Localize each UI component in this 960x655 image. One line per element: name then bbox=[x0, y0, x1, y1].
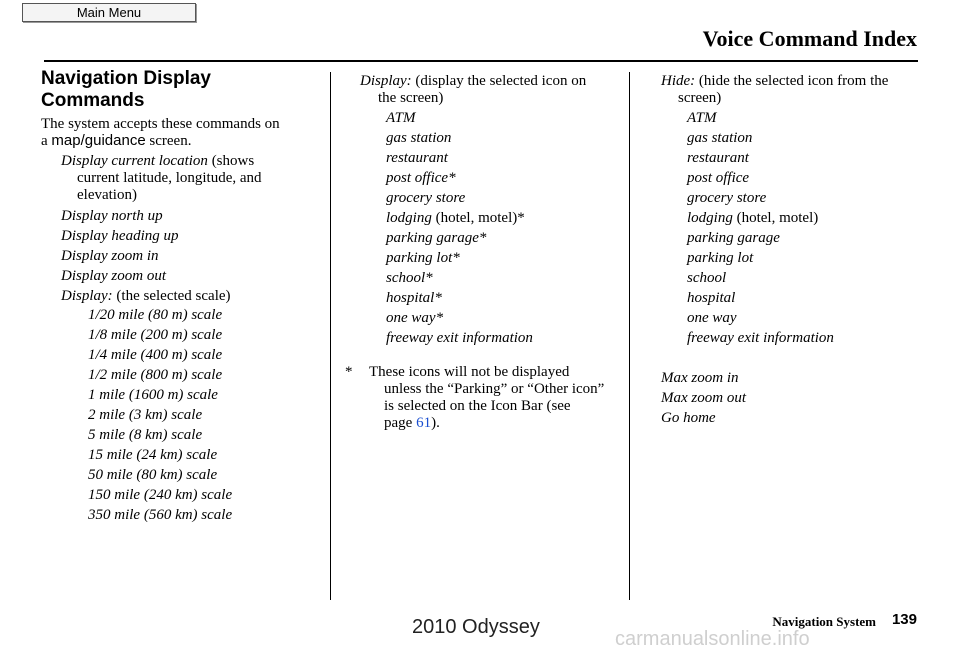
icon-item bbox=[687, 248, 753, 268]
icon-item bbox=[386, 248, 460, 268]
footnote-line: These icons will not be displayed bbox=[369, 364, 570, 380]
icon-item-label: parking garage bbox=[687, 230, 780, 246]
icon-item bbox=[386, 308, 443, 328]
command-item: Max zoom in bbox=[661, 370, 739, 386]
icon-item bbox=[386, 228, 486, 248]
icon-item bbox=[386, 188, 465, 208]
footnote-star: * bbox=[345, 364, 353, 380]
model-label: 2010 Odyssey bbox=[412, 616, 540, 638]
icon-item bbox=[687, 108, 716, 128]
scale-item: 1/8 mile (200 m) scale bbox=[88, 327, 223, 343]
icon-item-label: parking lot* bbox=[386, 250, 460, 266]
icon-item bbox=[687, 128, 752, 148]
icon-item bbox=[386, 128, 451, 148]
header-rule bbox=[44, 60, 918, 62]
icon-item bbox=[386, 108, 415, 128]
footer-label: Navigation System bbox=[772, 614, 876, 629]
icon-item-label: lodging bbox=[386, 210, 432, 226]
icon-item-label: grocery store bbox=[386, 190, 466, 206]
icon-item bbox=[687, 328, 834, 348]
command-note: (the selected scale) bbox=[116, 288, 231, 304]
footnote-text: page bbox=[384, 415, 413, 431]
intro-term: map/guidance bbox=[51, 132, 146, 149]
icon-item-label: post office bbox=[687, 170, 750, 186]
command-item: Max zoom out bbox=[661, 390, 746, 406]
command-note: screen) bbox=[678, 90, 722, 106]
command-note: current latitude, longitude, and bbox=[77, 170, 262, 186]
icon-item-label: freeway exit information bbox=[687, 330, 834, 346]
scale-item: 1/4 mile (400 m) scale bbox=[88, 347, 223, 363]
icon-item bbox=[386, 208, 525, 228]
icon-item bbox=[687, 168, 749, 188]
intro-line: The system accepts these commands on bbox=[41, 116, 280, 132]
command-text: Hide: bbox=[661, 73, 696, 89]
icon-item-label: post office* bbox=[386, 170, 456, 186]
icon-item-label: freeway exit information bbox=[386, 330, 533, 346]
icon-item-note: (hotel, motel) bbox=[736, 210, 819, 226]
command-note: (display the selected icon on bbox=[415, 73, 587, 89]
command-note: (shows bbox=[211, 153, 255, 169]
icon-item bbox=[687, 148, 749, 168]
main-menu-button[interactable]: Main Menu bbox=[22, 3, 196, 22]
icon-item-label: one way* bbox=[386, 310, 444, 326]
icon-item-label: one way bbox=[687, 310, 737, 326]
footnote-line bbox=[384, 413, 440, 433]
scale-item: 15 mile (24 km) scale bbox=[88, 447, 218, 463]
command-item: Display north up bbox=[61, 208, 163, 224]
command-text: Display: bbox=[360, 73, 412, 89]
icon-item bbox=[386, 328, 533, 348]
scale-item: 350 mile (560 km) scale bbox=[88, 507, 233, 523]
icon-item bbox=[687, 308, 737, 328]
icon-item-label: restaurant bbox=[386, 150, 448, 166]
command-item: Go home bbox=[661, 410, 716, 426]
command-item: Display zoom out bbox=[61, 268, 166, 284]
icon-item-label: gas station bbox=[386, 130, 452, 146]
icon-item bbox=[687, 188, 766, 208]
icon-item-label: restaurant bbox=[687, 150, 749, 166]
column-divider bbox=[629, 72, 630, 600]
icon-item-label: school bbox=[687, 270, 727, 286]
command-note: elevation) bbox=[77, 187, 137, 203]
command-note: the screen) bbox=[378, 90, 444, 106]
scale-item: 1/2 mile (800 m) scale bbox=[88, 367, 223, 383]
icon-item-label: lodging bbox=[687, 210, 733, 226]
command-item: Display zoom in bbox=[61, 248, 159, 264]
icon-item-label: grocery store bbox=[687, 190, 767, 206]
icon-item bbox=[687, 228, 780, 248]
icon-item-label: hospital* bbox=[386, 290, 442, 306]
intro-prefix: a bbox=[41, 133, 48, 149]
icon-item-label: school* bbox=[386, 270, 433, 286]
footnote-line: is selected on the Icon Bar (see bbox=[384, 398, 571, 414]
watermark: carmanualsonline.info bbox=[615, 628, 810, 650]
footnote-line: unless the “Parking” or “Other icon” bbox=[384, 381, 605, 397]
scale-item: 1/20 mile (80 m) scale bbox=[88, 307, 223, 323]
section-heading: Navigation Display Commands bbox=[41, 68, 211, 111]
footnote-text: ). bbox=[431, 415, 440, 431]
scale-item: 2 mile (3 km) scale bbox=[88, 407, 203, 423]
icon-item bbox=[386, 168, 456, 188]
command-text: Display: bbox=[61, 288, 113, 304]
icon-item-note: (hotel, motel)* bbox=[435, 210, 525, 226]
page-number: 139 bbox=[891, 611, 917, 628]
command-item: Display heading up bbox=[61, 228, 179, 244]
command-display-scale bbox=[61, 286, 231, 306]
scale-item: 150 mile (240 km) scale bbox=[88, 487, 233, 503]
scale-item: 1 mile (1600 m) scale bbox=[88, 387, 218, 403]
icon-item-label: ATM bbox=[386, 110, 416, 126]
page-link[interactable]: 61 bbox=[416, 415, 432, 431]
command-text: Display current location bbox=[61, 153, 208, 169]
icon-item-label: parking garage* bbox=[386, 230, 487, 246]
icon-item-label: hospital bbox=[687, 290, 736, 306]
icon-item bbox=[386, 268, 433, 288]
icon-item bbox=[386, 288, 442, 308]
command-note: (hide the selected icon from the bbox=[698, 73, 889, 89]
page-title: Voice Command Index bbox=[702, 26, 917, 51]
scale-item: 50 mile (80 km) scale bbox=[88, 467, 218, 483]
icon-item bbox=[687, 288, 735, 308]
intro-line bbox=[41, 131, 191, 151]
icon-item-label: gas station bbox=[687, 130, 753, 146]
scale-item: 5 mile (8 km) scale bbox=[88, 427, 203, 443]
icon-item bbox=[687, 208, 818, 228]
icon-item-label: parking lot bbox=[687, 250, 754, 266]
icon-item bbox=[687, 268, 726, 288]
icon-item bbox=[386, 148, 448, 168]
intro-suffix: screen. bbox=[149, 133, 192, 149]
icon-item-label: ATM bbox=[687, 110, 717, 126]
column-divider bbox=[330, 72, 331, 600]
